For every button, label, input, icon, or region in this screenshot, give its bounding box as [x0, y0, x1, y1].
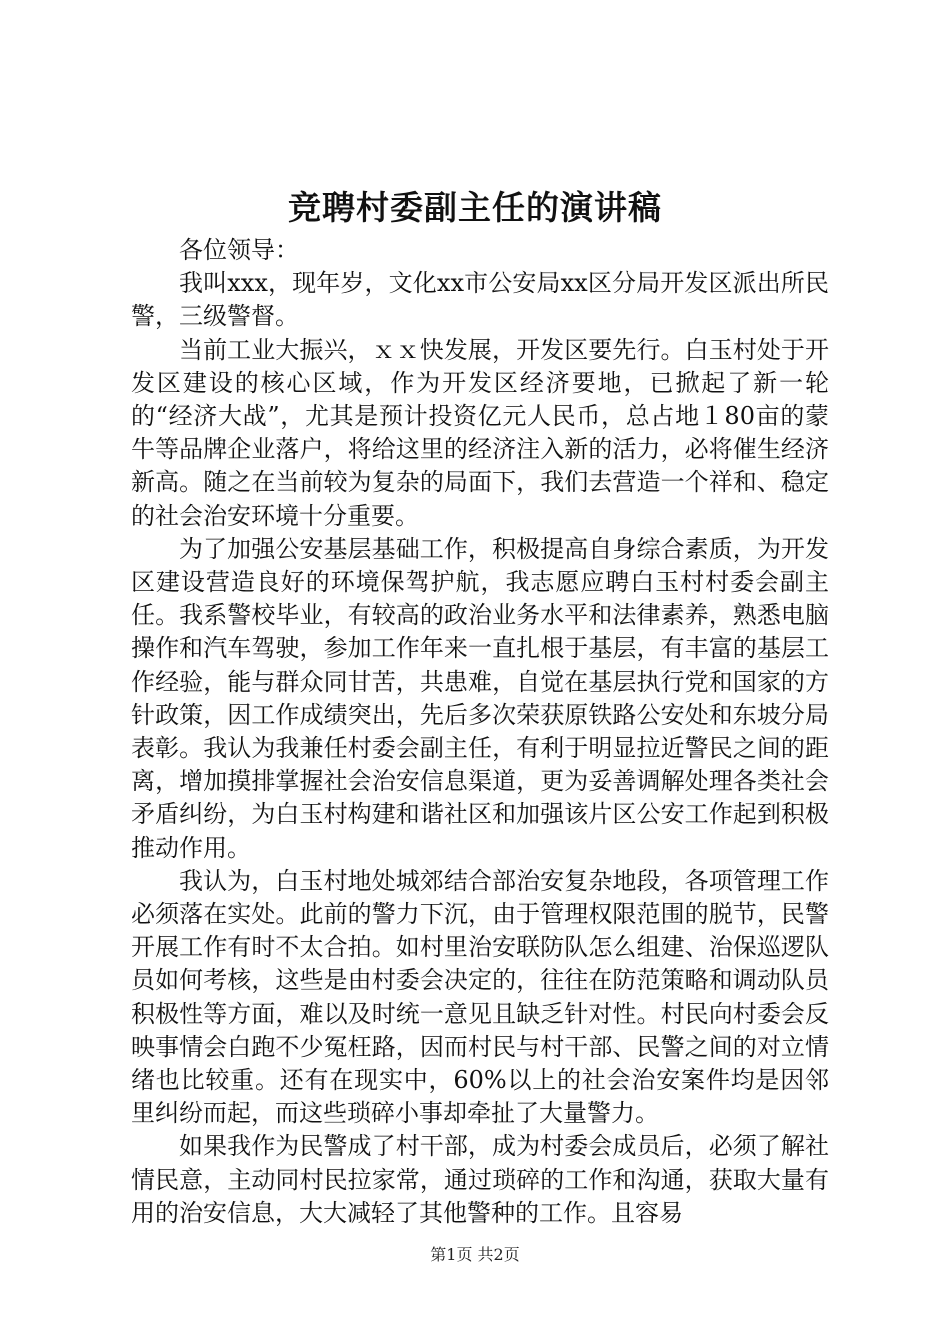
document-body	[131, 234, 829, 1230]
paragraph-qualifications: 为了加强公安基层基础工作，积极提高自身综合素质，为开发区建设营造良好的环境保驾护航，我志愿应聘白玉村村委会副主任。我系警校毕业，有较高的政治业务水平和法律素养，熟悉电脑操作和汽车驾驶，参加工作年来一直扎根于基层，有丰富的基层工作经验，能与群众同甘苦，共患难，自觉在基层执行党和国家的方针政策，因工作成绩突出，先后多次荣获原铁路公安处和东坡分局表彰。我认为我兼任村委会副主任，有利于明显拉近警民之间的距离，增加摸排掌握社会治安信息渠道，更为妥善调解处理各类社会矛盾纠纷，为白玉村构建和谐社区和加强该片区公安工作起到积极推动作用。	[131, 534, 829, 862]
paragraph-background: 当前工业大振兴，ｘｘ快发展，开发区要先行。白玉村处于开发区建设的核心区域，作为开发区经济要地，已掀起了新一轮的“经济大战”，尤其是预计投资亿元人民币，总占地１80亩的蒙牛等品牌企业落户，将给这里的经济注入新的活力，必将催生经济新高。随之在当前较为复杂的局面下，我们去营造一个祥和、稳定的社会治安环境十分重要。	[131, 335, 829, 530]
paragraph-salutation: 各位领导：	[179, 236, 299, 264]
paragraph-analysis: 我认为，白玉村地处城郊结合部治安复杂地段，各项管理工作必须落在实处。此前的警力下沉，由于管理权限范围的脱节，民警开展工作有时不太合拍。如村里治安联防队怎么组建、治保巡逻队员如何考核，这些是由村委会决定的，往往在防范策略和调动队员积极性等方面，难以及时统一意见且缺乏针对性。村民向村委会反映事情会白跑不少冤枉路，因而村民与村干部、民警之间的对立情绪也比较重。还有在现实中，60%以上的社会治安案件均是因邻里纠纷而起，而这些琐碎小事却牵扯了大量警力。	[131, 866, 829, 1128]
document-title: 竞聘村委副主任的演讲稿	[288, 188, 662, 227]
paragraph-plan: 如果我作为民警成了村干部，成为村委会成员后，必须了解社情民意，主动同村民拉家常，通过琐碎的工作和沟通，获取大量有用的治安信息，大大减轻了其他警种的工作。且容易	[131, 1132, 829, 1227]
page-number-footer: 第1页 共2页	[430, 1245, 520, 1264]
paragraph-introduction: 我叫xxx，现年岁，文化xx市公安局xx区分局开发区派出所民警，三级警督。	[131, 269, 829, 331]
